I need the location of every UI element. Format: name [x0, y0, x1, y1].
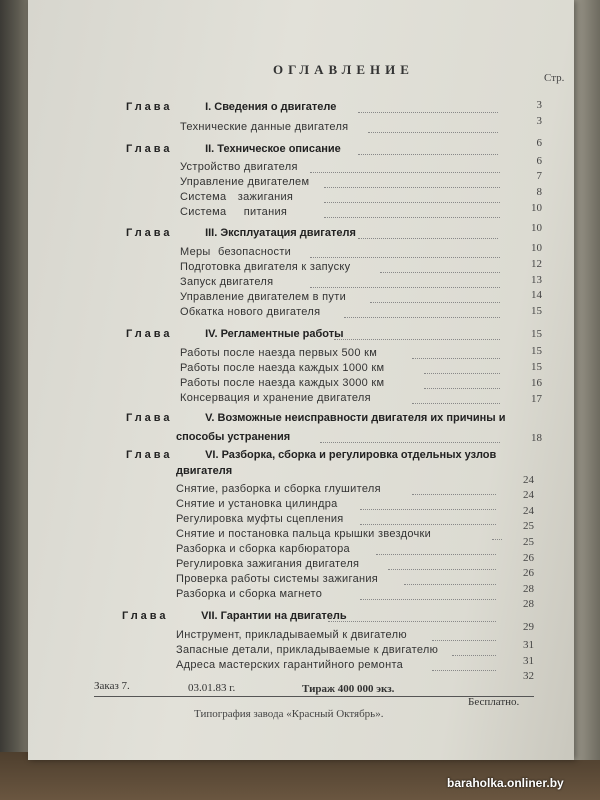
chapter-1-page: 3 [536, 99, 542, 111]
toc-item: Технические данные двигателя [180, 121, 349, 133]
chapter-5: Глава V. Возможные неисправности двигателя их причины и [126, 412, 506, 424]
toc-item: Запуск двигателя [180, 276, 274, 288]
toc-item: Регулировка муфты сцепления [176, 513, 344, 525]
price: Бесплатно. [468, 696, 520, 708]
page-edge [574, 0, 600, 760]
toc-item: Работы после наезда каждых 1000 км [180, 362, 385, 374]
print-date: 03.01.83 г. [188, 682, 236, 694]
print-run: Тираж 400 000 экз. [302, 683, 395, 695]
toc-item: Подготовка двигателя к запуску [180, 261, 351, 273]
chapter-5-title-continued: способы устранения [176, 431, 291, 443]
chapter-4: Глава IV. Регламентные работы [126, 328, 344, 340]
toc-item: Снятие, разборка и сборка глушителя [176, 483, 381, 495]
toc-item: Консервация и хранение двигателя [180, 392, 371, 404]
toc-item: Адреса мастерских гарантийного ремонта [176, 659, 404, 671]
chapter-6: Глава VI. Разборка, сборка и регулировка отдельных узлов [126, 449, 497, 461]
toc-item: Работы после наезда каждых 3000 км [180, 377, 385, 389]
toc-item: Запасные детали, прикладываемые к двигателю [176, 644, 439, 656]
toc-item: Обкатка нового двигателя [180, 306, 321, 318]
left-shadow [0, 0, 30, 800]
page: ОГЛАВЛЕНИЕ Стр. Глава I. Сведения о двигателе 3 Технические данные двигателя 3 Глава II. Техническое описание 6 Устройство двигателя 6 Управление двигателем 7 Система зажигания 8 Система питания 10 Глава III. Эксплуатация двигателя 10 Меры безопасности 10 Подготовка двигателя к запуску 12 Запуск двигателя 13 Управление двигателем в пути 14 Обкатка нового двигателя 15 Глава IV. Регламентные работы 15 Работы после наезда первых 500 км 15 Работы после наезда каждых 1000 км 15 Работы после наезда каждых 3000 км 16 Консервация и хранение двигателя 17 Глава V. Возможные неисправности двигателя их причины и способы устранения 18 Глава VI. Разборка, сборка и регулировка отдельных узлов двигателя 24 Снятие, разборка и сборка глушителя 24 Снятие и установка цилиндра 24 Регулировка муфты сцепления 25 Снятие и постановка пальца крышки звездочки 25 Разборка и сборка карбюратора 26 Регулировка зажигания двигателя 26 Проверка работы системы зажигания 28 Разборка и сборка магнето 28 Глава VII. Гарантии на двигатель 29 Инструмент, прикладываемый к двигателю 31 Запасные детали, прикладываемые к двигателю 31 Адреса мастерских гарантийного ремонта 32 Заказ 7. 03.01.83 г. Тираж 400 000 экз. Бесплатно. Типография завода «Красный Октябрь». [28, 0, 574, 760]
chapter-3: Глава III. Эксплуатация двигателя [126, 227, 356, 239]
toc-item: Инструмент, прикладываемый к двигателю [176, 629, 407, 641]
toc-item: Меры безопасности [180, 246, 292, 258]
toc-item: Разборка и сборка магнето [176, 588, 323, 600]
page-title: ОГЛАВЛЕНИЕ [273, 62, 414, 77]
watermark: baraholka.onliner.by [447, 776, 564, 790]
chapter-7: Глава VII. Гарантии на двигатель [122, 610, 347, 622]
chapter-6-title-continued: двигателя [176, 465, 233, 477]
toc-item: Снятие и установка цилиндра [176, 498, 338, 510]
toc-item: Проверка работы системы зажигания [176, 573, 379, 585]
toc-item: Система питания [180, 206, 288, 218]
toc-item: Работы после наезда первых 500 км [180, 347, 378, 359]
toc-item: Управление двигателем в пути [180, 291, 347, 303]
toc-item: Разборка и сборка карбюратора [176, 543, 350, 555]
toc-item: Управление двигателем [180, 176, 310, 188]
order-number: Заказ 7. [94, 680, 130, 692]
chapter-1: Глава I. Сведения о двигателе [126, 101, 337, 113]
printer-credit: Типография завода «Красный Октябрь». [194, 708, 384, 720]
chapter-2: Глава II. Техническое описание [126, 143, 341, 155]
page-column-label: Стр. [544, 72, 565, 84]
toc-item: Система зажигания [180, 191, 294, 203]
toc-item: Снятие и постановка пальца крышки звездочки [176, 528, 432, 540]
toc-item: Устройство двигателя [180, 161, 298, 173]
toc-item: Регулировка зажигания двигателя [176, 558, 360, 570]
footer-rule [94, 696, 534, 697]
